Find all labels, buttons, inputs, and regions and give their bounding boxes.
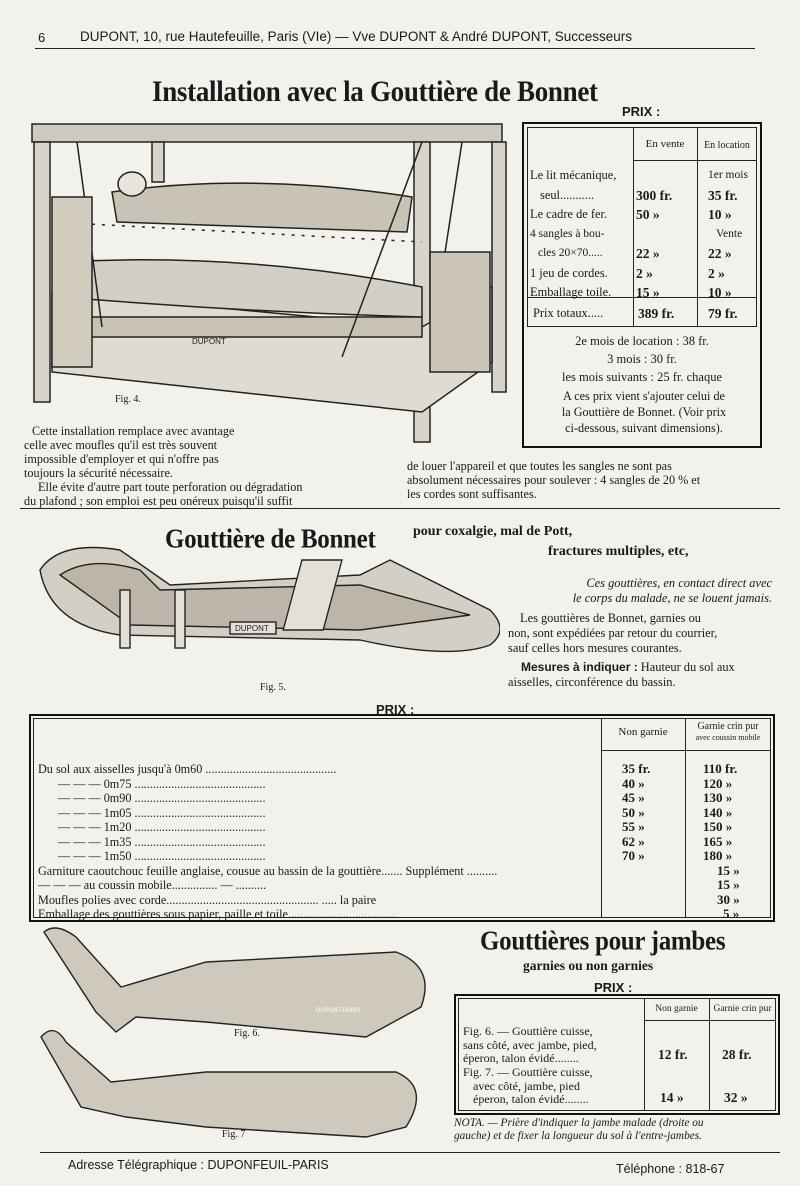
para-line: toujours la sécurité nécessaire. — [24, 466, 173, 480]
italic-line: Ces gouttières, en contact direct avec — [586, 576, 772, 590]
section3-title: Gouttières pour jambes — [480, 926, 726, 957]
page-number: 6 — [38, 30, 46, 45]
price-a: 55 » — [622, 819, 645, 834]
gouttiere-row-labels — [38, 762, 598, 922]
para-line: les cordes sont suffisantes. — [407, 487, 537, 501]
section1-paragraph-left — [24, 424, 394, 508]
row-label: — — — 1m50 ........................................... — [58, 849, 266, 863]
location-value: 35 fr. — [708, 187, 738, 203]
row-label: — — — au coussin mobile............... — .......... — [38, 878, 267, 892]
gouttiere-plate-label: DUPONT — [235, 624, 269, 633]
col-divider — [709, 998, 710, 1111]
col-garnie-crin — [685, 721, 771, 743]
mesures-line: aisselles, circonférence du bassin. — [508, 675, 676, 689]
jambes-fig7-desc — [463, 1066, 643, 1107]
vente-value: 15 » — [636, 285, 660, 300]
vente-value: 22 » — [636, 246, 660, 261]
location-line: les mois suivants : 25 fr. chaque — [561, 370, 723, 384]
price-a: 35 fr. — [622, 761, 651, 776]
price-b: 30 » — [717, 891, 740, 907]
mesures-line: Hauteur du sol aux — [637, 660, 735, 674]
header-divider — [644, 1020, 776, 1021]
vente-value — [636, 225, 694, 245]
col-garnie-line2: avec coussin mobile — [695, 733, 761, 742]
para-line: sauf celles hors mesures courantes. — [508, 641, 682, 655]
footer-telephone: Téléphone : 818-67 — [616, 1162, 725, 1176]
price-b: 165 » — [703, 833, 733, 849]
section2-paragraph — [500, 611, 772, 656]
note-line: ci-dessous, suivant dimensions). — [565, 421, 723, 435]
row-label: Emballage des gouttières sous papier, paille et toile.................................... — [38, 907, 398, 921]
para-line: impossible d'employer et qui n'offre pas — [24, 452, 219, 466]
fig6-caption: Fig. 6. — [234, 1028, 260, 1039]
fig6-price-a: 12 fr. — [658, 1047, 688, 1062]
col-non-garnie: Non garnie — [655, 1004, 698, 1014]
price-a: 70 » — [622, 848, 645, 863]
para-line: Cette installation remplace avec avantage — [32, 424, 235, 438]
location-line: 2e mois de location : 38 fr. — [575, 334, 709, 348]
para-line: Elle évite d'autre part toute perforation ou dégradation — [38, 480, 303, 494]
price-b: 140 » — [703, 804, 733, 820]
header-address: DUPONT, 10, rue Hautefeuille, Paris (VIe) — [80, 29, 332, 44]
bed-engraving — [22, 112, 516, 454]
desc-line: sans côté, avec jambe, pied, — [463, 1037, 597, 1052]
para-line: celle avec moufles qu'il est très souvent — [24, 438, 218, 452]
row-label: — — — 1m35 ........................................... — [58, 834, 266, 849]
location-value: 10 » — [708, 285, 732, 300]
section2-italic — [500, 576, 772, 606]
italic-line: le corps du malade, ne se louent jamais. — [572, 591, 772, 605]
bed-illustration — [22, 112, 516, 454]
col-divider — [644, 998, 645, 1111]
bed-plate-label: DUPONT — [192, 337, 226, 346]
row-label: cles 20×70..... — [538, 247, 603, 259]
location-monthly-lines — [527, 332, 757, 386]
vente-value: 300 fr. — [636, 187, 673, 203]
section2-mesures — [508, 660, 778, 690]
desc-line: éperon, talon évidé........ — [473, 1092, 589, 1106]
row-label: — — — 0m75 ........................................... — [58, 776, 266, 791]
row-label: seul........... — [540, 187, 595, 202]
row-label: — — — 0m90 ........................................... — [58, 791, 266, 805]
header-divider — [633, 160, 757, 161]
desc-line: avec côté, jambe, pied — [473, 1078, 580, 1093]
location-value: 2 » — [708, 265, 725, 281]
price-b: 180 » — [703, 848, 733, 863]
price-a: 50 » — [622, 804, 645, 820]
row-label: Le cadre de fer. — [530, 207, 608, 221]
col-en-vente: En vente — [645, 138, 685, 150]
note-line: la Gouttière de Bonnet. (Voir prix — [561, 405, 727, 419]
fig7-price-b: 32 » — [724, 1090, 748, 1105]
footer-telegraph: Adresse Télégraphique : DUPONFEUIL-PARIS — [68, 1158, 329, 1172]
price-b: 15 » — [717, 877, 740, 892]
row-label: Le lit mécanique, — [530, 168, 617, 182]
header-divider — [601, 750, 771, 751]
header-successors: Vve DUPONT & André DUPONT, Successeurs — [352, 29, 632, 44]
leg-plate-label: DUPONT-PARIS — [316, 1008, 361, 1014]
col-divider — [685, 718, 686, 918]
col-garnie-crin: Garnie crin pur — [713, 1004, 772, 1014]
section2-prix-label: PRIX : — [376, 702, 415, 717]
header-rule — [35, 48, 755, 49]
row-label: Moufles polies avec corde.................................................. ..... la paire — [38, 892, 377, 907]
section-rule — [20, 508, 780, 509]
fig6-price-b: 28 fr. — [722, 1047, 752, 1062]
col-divider — [601, 718, 602, 918]
para-line: non, sont expédiées par retour du courrier, — [508, 626, 718, 640]
row-label: Garniture caoutchouc feuille anglaise, cousue au bassin de la gouttière....... Supplément .......... — [38, 863, 498, 878]
price-b: 130 » — [703, 790, 733, 805]
para-line: du plafond ; son emploi est peu onéreux puisqu'il suffit — [24, 494, 293, 508]
gouttiere-non-garnie-values — [622, 762, 682, 864]
mesures-label: Mesures à indiquer : — [521, 660, 638, 674]
para-line: Les gouttières de Bonnet, garnies ou — [520, 611, 701, 625]
lit-vente-values — [636, 166, 694, 303]
section1-title: Installation avec la Gouttière de Bonnet — [152, 74, 598, 108]
price-a: 62 » — [622, 833, 645, 849]
price-b: 5 » — [723, 906, 740, 921]
lit-location-values — [708, 166, 758, 303]
location-value: 22 » — [708, 246, 732, 261]
row-label: 1 jeu de cordes. — [530, 265, 608, 280]
price-b: 150 » — [703, 819, 733, 834]
section3-subtitle: garnies ou non garnies — [523, 958, 654, 973]
section2-subtitle1: pour coxalgie, mal de Pott, — [413, 524, 573, 539]
location-note — [530, 388, 758, 436]
price-a: 45 » — [622, 790, 645, 805]
nota-line: NOTA. — Prière d'indiquer la jambe malade (droite ou — [454, 1117, 704, 1129]
section2-title: Gouttière de Bonnet — [165, 524, 376, 555]
note-line: A ces prix vient s'ajouter celui de — [563, 389, 725, 403]
vente-value — [636, 166, 694, 186]
col-non-garnie: Non garnie — [618, 726, 668, 738]
row-label: Emballage toile. — [530, 285, 612, 299]
location-value: 10 » — [708, 207, 732, 222]
price-a: 40 » — [622, 775, 645, 791]
fig7-price-a: 14 » — [660, 1090, 684, 1105]
fig5-caption: Fig. 5. — [260, 682, 286, 693]
section3-prix-label: PRIX : — [594, 980, 633, 995]
section1-paragraph-right — [407, 459, 777, 501]
row-label: — — — 1m20 ........................................... — [58, 820, 266, 834]
para-line: de louer l'appareil et que toutes les sangles ne sont pas — [407, 459, 672, 473]
section2-subtitle2: fractures multiples, etc, — [548, 544, 689, 559]
vente-value: 2 » — [636, 265, 653, 281]
header-left — [80, 29, 632, 44]
location-sub: 1er mois — [708, 169, 748, 181]
jambes-fig6-desc — [463, 1025, 643, 1066]
price-b: 120 » — [703, 775, 733, 791]
section1-prix-label: PRIX : — [622, 104, 661, 119]
nota — [454, 1117, 782, 1143]
fig4-caption: Fig. 4. — [115, 394, 141, 405]
fig7-caption: Fig. 7 — [222, 1129, 246, 1140]
header-dash: — — [335, 29, 349, 44]
para-line: absolument nécessaires pour soulever : 4 sangles de 20 % et — [407, 473, 701, 487]
location-sub: Vente — [716, 227, 743, 240]
row-label: 4 sangles à bou- — [530, 227, 605, 240]
location-line: 3 mois : 30 fr. — [607, 352, 677, 366]
col-garnie-line1: Garnie crin pur — [697, 721, 759, 732]
desc-line: Fig. 7. — Gouttière cuisse, — [463, 1065, 593, 1079]
footer-rule — [40, 1152, 780, 1153]
row-label: Du sol aux aisselles jusqu'à 0m60 ........................................... — [38, 762, 337, 776]
total-location: 79 fr. — [708, 306, 738, 321]
total-label: Prix totaux..... — [533, 306, 604, 320]
vente-value: 50 » — [636, 207, 660, 222]
total-vente: 389 fr. — [638, 306, 675, 321]
desc-line: éperon, talon évidé........ — [463, 1051, 579, 1065]
gouttiere-garnie-values — [703, 762, 769, 922]
row-label: — — — 1m05 ........................................... — [58, 805, 266, 820]
lit-row-labels — [530, 166, 633, 303]
col-en-location: En location — [704, 140, 750, 151]
desc-line: Fig. 6. — Gouttière cuisse, — [463, 1024, 593, 1038]
price-b: 15 » — [717, 862, 740, 878]
nota-line: gauche) et de fixer la longueur du sol à l'entre-jambes. — [454, 1130, 702, 1142]
price-b: 110 fr. — [703, 761, 738, 776]
